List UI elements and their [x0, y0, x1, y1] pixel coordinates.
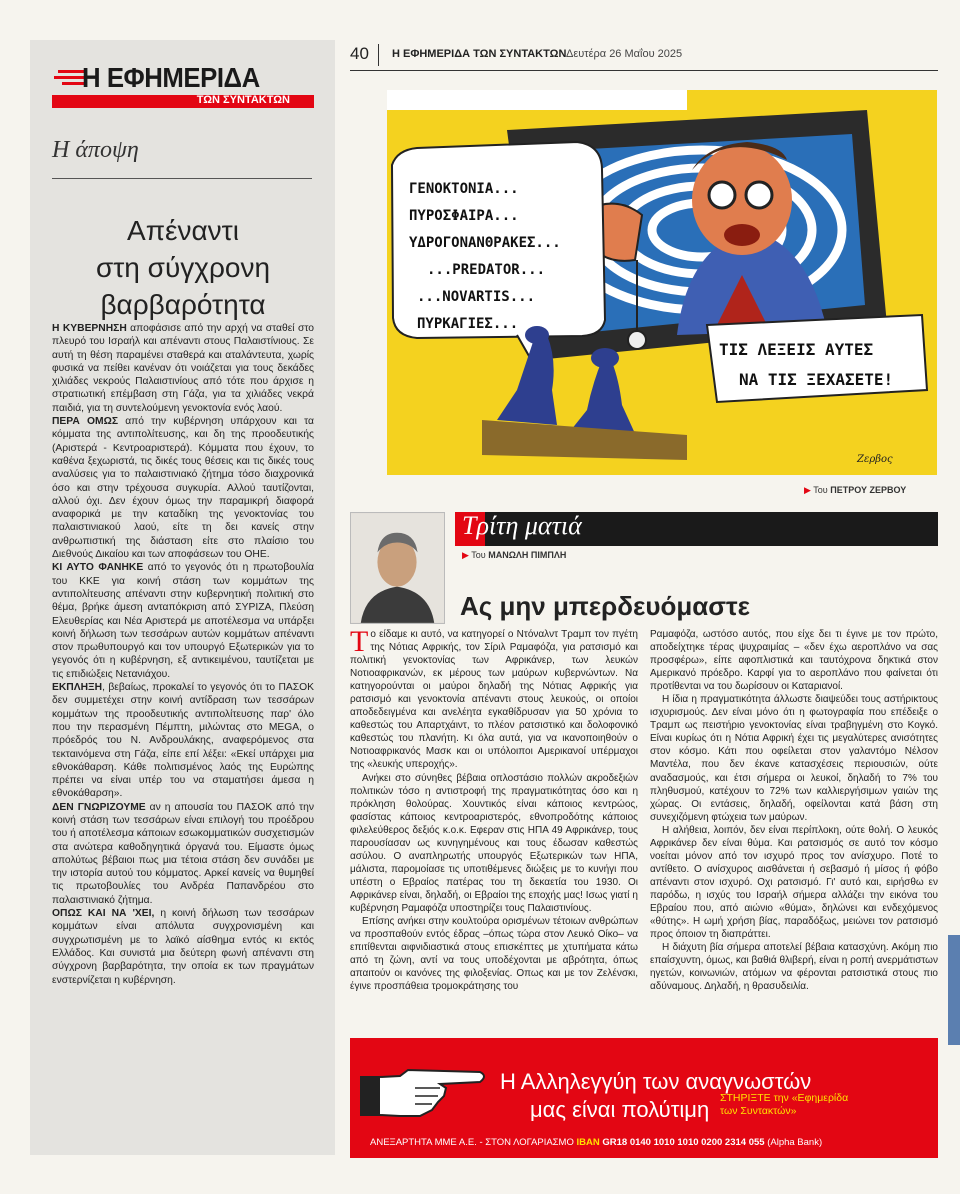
editorial-headline	[52, 212, 314, 323]
iban-number: GR18 0140 1010 1010 0200 2314 055	[602, 1137, 765, 1148]
ad-headline-line-2: μας είναι πολύτιμη	[530, 1097, 710, 1122]
bank-name: (Alpha Bank)	[767, 1137, 823, 1148]
masthead-title: Η ΕΦΗΜΕΡΙΔΑ	[82, 62, 260, 93]
article-paragraph: Η αλήθεια, λοιπόν, δεν είναι περίπλοκη, ούτε θολή. Ο λευκός Αφρικάνερ δεν είναι θύμα. Και ρατσισμός σε αυτό τον κόσμο νοείται μόνον από τον ισχυρό προς τον ανίσχυρο. Ποτέ το αντίθετο. Ο ανίσχυρος αισθάνεται ή σεβασμό ή μίσος ή φόβο απέναντι στον ισχυρό. Οχι ρατσισμό. Γι' αυτό και, ειρήσθω εν παρόδω, η ισχύς του Ισραήλ σήμερα αλλάζει την εικόνα του Εβραίου που, από αιώνιο «θύμα», δηλώνει και ενδεχόμενος «θύτης». Η ωμή χρήση βίας, παραδόξως, μειώνει τον ρατσισμό προς όποιον τη διαπράττει.	[650, 824, 938, 941]
lead-in: Η ΚΥΒΕΡΝΗΣΗ	[52, 323, 127, 334]
header-date: Δευτέρα 26 Μαΐου 2025	[566, 48, 683, 60]
editorial-paragraph	[52, 801, 314, 907]
credit-prefix: Του	[813, 485, 831, 495]
section-label: Η άποψη	[52, 137, 139, 163]
credit-name: ΠΕΤΡΟΥ ΖΕΡΒΟΥ	[830, 485, 907, 495]
editorial-paragraph	[52, 322, 314, 415]
ad-bank-details	[370, 1137, 822, 1148]
paragraph-text: αν η απουσία του ΠΑΣΟΚ από την κοινή στάση των τεσσάρων είναι επιλογή του προέδρου του ή αποτέλεσμα κάποιων εσωκομματικών συσχετισμών στα ανώτερα καθοδηγητικά όργανά του. Είμαστε όμως απολύτως βέβαιοι πως μια τέτοια στάση δεν συνάδει με την ιστορία αυτού του κόμματος. Αρκεί κανείς να θυμηθεί τις πρωτοβουλίες του Ανδρέα Παπανδρέου στο παλαιστινιακό ζήτημα.	[52, 801, 314, 906]
editorial-body	[52, 322, 314, 987]
ad-support-text	[720, 1092, 848, 1118]
bubble-line-5: ...NOVARTIS...	[417, 289, 536, 305]
author-prefix: Του	[471, 550, 489, 560]
column-author	[462, 550, 566, 561]
ad-headline-line-1: Η Αλληλεγγύη των αναγνωστών	[500, 1069, 812, 1094]
headline-line-1: Απέναντι	[127, 215, 239, 246]
paragraph-text: από το γεγονός ότι η πρωτοβουλία του ΚΚΕ για κοινή στάση των κομμάτων της αντιπολίτευσης απέναντι στην κυβερνητική πολιτική στο θέμα, βρήκε άμεση ανταπόκριση από ΣΥΡΙΖΑ, Πλεύση Ελευθερίας και Νέα Αριστερά με αποτέλεσμα να υπάρξει κοινή δήλωση των τεσσάρων αυτών κομμάτων απέναντι στον πρωθυπουργό και τον υπουργό Εξωτερικών για το γεγονός ότι η κυβέρνηση, εξ αντικειμένου, ταυτίζεται με τις επιδιώξεις Νετανιάχου.	[52, 562, 315, 680]
bubble-line-3: ΥΔΡΟΓΟΝΑΝΘΡΑΚΕΣ...	[409, 235, 561, 251]
page-edge-tab	[948, 935, 960, 1045]
article-column-1	[350, 625, 638, 993]
political-cartoon	[387, 90, 937, 475]
credit-arrow-icon: ▶	[804, 485, 814, 495]
headline-line-2: στη σύγχρονη	[95, 252, 271, 283]
header-separator	[378, 44, 379, 66]
bubble-line-6: ΠΥΡΚΑΓΙΕΣ...	[417, 316, 519, 332]
article-paragraph	[350, 625, 638, 772]
article-paragraph: Ανήκει στο σύνηθες βέβαια οπλοστάσιο πολλών ακροδεξιών πολιτικών τόσο η αντιστροφή της πραγματικότητας όσο και η πρόκληση θολούρας. Χουντικός είναι κάποιος κεντρώος, φασίστας κάποιος κεντροαριστερός, εθνοπροδότης κάποιος φιλελεύθερος δεξιός κ.ο.κ. Εφεραν στις ΗΠΑ 49 Αφρικάνερ, τους παρουσίασαν ως κυνηγημένους και τους έδωσαν καθεστώς ασύλου. Ο αναπληρωτής υπουργός Εξωτερικών των ΗΠΑ, μάλιστα, παρομοίασε τις υποτιθέμενες διώξεις με το κυνήγι που υπέστη ο Εβραίος πατέρας του τη δεκαετία του 1930. Οι Αφρικάνερ είναι, δηλαδή, οι Εβραίοι της εποχής μας! Ισως γιατί η κυβέρνηση Ραμαφόζα υποστηρίζει τους Παλαιστινίους.	[350, 772, 638, 914]
paragraph-text: αποφάσισε από την αρχή να σταθεί στο πλευρό του Ισραήλ και απέναντι στους Παλαιστίνιους. Σε αυτή τη θέση παραμένει σταθερά και αταλάντευτα, χωρίς φυσικά να πείθει κανέναν ότι νοιάζεται για τους δεκάδες χιλιάδες νεκρούς Παλαιστινίους από τότε που άρχισε η στρατιωτική επέμβαση στη Γάζα, για τα χιλιάδες νεκρά παιδιά, για τη συντελούμενη γενοκτονία ενός λαού.	[52, 323, 314, 414]
lead-in: ΚΙ ΑΥΤΟ ΦΑΝΗΚΕ	[52, 562, 144, 574]
author-arrow-icon: ▶	[462, 550, 472, 560]
ad-support-line-1: ΣΤΗΡΙΞΤΕ την «Εφημερίδα	[720, 1092, 849, 1104]
cartoonist-signature: Ζερβος	[857, 454, 893, 465]
shout-line-2: ΝΑ ΤΙΣ ΞΕΧΑΣΕΤΕ!	[739, 370, 894, 389]
page-number: 40	[350, 44, 369, 63]
ad-support-line-2: των Συντακτών»	[720, 1105, 797, 1117]
cartoon-credit	[804, 485, 906, 496]
pointing-hand-icon	[360, 1058, 490, 1130]
article-column-2	[650, 628, 938, 993]
paragraph-text: , βεβαίως, προκαλεί το γεγονός ότι το ΠΑΣΟΚ δεν συμμετέχει στην κοινή αντίδραση των τεσσάρων κομμάτων της προοδευτικής αντιπολίτευσης παρ' όλο που την περασμένη Πέμπτη, μιλώντας στο MEGA, ο πρόεδρός του Ν. Ανδρουλάκης, αναφερόμενος στα τεκταινόμενα στη Γάζα, είπε επί λέξει: «Εκεί υπάρχει μια εθνοκάθαρση. Κάθε πολιτισμένος λαός της Ευρώπης πρέπει να είναι υπέρ του να σταματήσει άμεσα η εθνοκάθαρση».	[52, 682, 314, 800]
article-paragraph: Η ίδια η πραγματικότητα άλλωστε διαψεύδει τους αστήρικτους ισχυρισμούς. Δεν είναι μόνο ότι η φωτογραφία που επέδειξε ο Τραμπ ως πειστήριο γενοκτονίας είναι τραβηγμένη στο Κογκό. Είναι κυρίως ότι η Νότια Αφρική έχει τις μεγαλύτερες ανισότητες στον κόσμο. Κάτι που οφείλεται στον γαλαντόμο Νέλσον Μαντέλα, που δεν έκανε κατασχέσεις περιουσιών, ούτε αναδασμούς, και έτσι σήμερα οι λευκοί, δηλαδή το 7% του πληθυσμού, κατέχουν το 72% των καλλιεργήσιμων γαιών της χώρας. Οι εντάσεις, δηλαδή, οφείλονται κατά βάση στη συνεχιζόμενη φτώχεια των μαύρων.	[650, 694, 938, 823]
lead-in: ΕΚΠΛΗΞΗ	[52, 682, 103, 694]
column-title: Τρίτη ματιά	[462, 511, 582, 540]
ad-company: ΑΝΕΞΑΡΤΗΤΑ ΜΜΕ Α.Ε. - ΣΤΟΝ ΛΟΓΑΡΙΑΣΜΟ	[370, 1137, 574, 1148]
lead-in: ΠΕΡΑ ΟΜΩΣ	[52, 416, 119, 428]
editorial-paragraph	[52, 561, 314, 681]
masthead-logo	[52, 62, 314, 110]
header-paper-name: Η ΕΦΗΜΕΡΙΔΑ ΤΩΝ ΣΥΝΤΑΚΤΩΝ	[392, 48, 567, 60]
drop-cap: Τ	[350, 625, 369, 658]
paragraph-text: η κοινή δήλωση των τεσσάρων κομμάτων είναι απόλυτα συγχρονισμένη και συγχρωτισμένη με το λαϊκό αίσθημα εντός κι εκτός Ελλάδος. Και συνιστά μια δεύτερη φωνή απέναντι στη σύγχρονη βαρβαρότητα, την οποία εκ των πραγμάτων ενστερνίζεται η κυβέρνηση.	[52, 908, 314, 986]
bubble-line-1: ΓΕΝΟΚΤΟΝΙΑ...	[409, 181, 519, 197]
shout-line-1: ΤΙΣ ΛΕΞΕΙΣ ΑΥΤΕΣ	[719, 340, 874, 359]
article-paragraph: Επίσης ανήκει στην κουλτούρα ορισμένων τέτοιων ανθρώπων να προσπαθούν εντός έδρας –όπως τώρα στον Λευκό Οίκο– να επιτίθενται αιφνιδιαστικά στους επισκέπτες με χτυπήματα κάτω από τη ζώνη, αντί να τους υποδέχονται με αβρότητα, όπως απαιτούν οι κανόνες της φιλοξενίας. Οπως και με τον Ζελένσκι, έγινε προσπάθεια τρομοκράτησης του	[350, 916, 638, 993]
headline-line-3: βαρβαρότητα	[100, 289, 266, 320]
author-name: ΜΑΝΩΛΗ ΠΙΜΠΛΗ	[488, 550, 567, 560]
header-rule	[350, 70, 938, 71]
article-paragraph: Ραμαφόζα, ωστόσο αυτός, που είχε δει τι έγινε με τον πρώτο, αποδείχτηκε τέρας ψυχραιμίας – «δεν έχω αεροπλάνο να σας προσφέρω», είπε αφοπλιστικά και ταυτόχρονα δηκτικά στον Αμερικανό πρόεδρο. Καρφί για το αεροπλάνο που φαίνεται ότι προτίθενται να του δωρίσουν οι Καταριανοί.	[650, 629, 938, 693]
section-divider	[52, 178, 312, 179]
lead-in: ΔΕΝ ΓΝΩΡΙΖΟΥΜΕ	[52, 801, 146, 813]
paragraph-text: ο είδαμε κι αυτό, να κατηγορεί ο Ντόναλντ Τραμπ τον πγέτη της Νότιας Αφρικής, τον Σίριλ Ραμαφόζα, για ρατσισμό και πολιτική γενοκτονίας των Αφρικάνερ, των λευκών Νοτιοαφρικανών, εκ μέρους των μαύρων κυβερνώντων. Να κατηγορούνται οι μαύροι δηλαδή της Νότιας Αφρικής για ρατσισμό και γενοκτονία απέναντι στους λευκούς, οι οποίοι αποδεδειγμένα και ανελέητα εγκαθίδρυσαν για 50 χρόνια το καθεστώς του Απαρτχάιντ, το πλέον ρατσιστικό και δολοφονικό καθεστώς του πλανήτη. Κι όλα αυτά, για να ικανοποιηθούν ο Νοτιοαφρικανός Μασκ και οι υπόλοιποι Αμερικανοί υπέρμαχοι της «λευκής υπεροχής».	[350, 629, 638, 771]
article-headline: Ας μην μπερδευόμαστε	[460, 591, 750, 621]
masthead-subtitle: ΤΩΝ ΣΥΝΤΑΚΤΩΝ	[196, 94, 290, 106]
editorial-paragraph	[52, 415, 314, 561]
editorial-paragraph	[52, 907, 314, 987]
bubble-line-2: ΠΥΡΟΣΦΑΙΡΑ...	[409, 208, 519, 224]
editorial-paragraph	[52, 681, 314, 801]
speech-bubble	[392, 142, 605, 370]
bubble-line-4: ...PREDATOR...	[427, 262, 546, 278]
speed-lines-icon	[52, 70, 86, 86]
article-paragraph: Η διάχυτη βία σήμερα αποτελεί βέβαια κατασχύνη. Ακόμη πιο επαίσχυντη, όμως, και βαθιά θλιβερή, είναι η ροπή ανερμάτιστων ηγετών, κοινωνιών, ατόμων να φέρονται ρατσιστικά στους πιο αδύναμους. Δηλαδή, η θρασυδειλία.	[650, 942, 938, 993]
lead-in: ΟΠΩΣ ΚΑΙ ΝΑ 'ΧΕΙ,	[52, 908, 155, 920]
author-photo	[350, 512, 445, 624]
pendulum-watch-icon	[628, 331, 646, 349]
iban-label: IBAN	[576, 1137, 600, 1148]
paragraph-text: από την κυβέρνηση υπάρχουν και τα κόμματα της αντιπολίτευσης, και δη της προοδευτικής (Αριστερά - Κεντροαριστερά). Κόμματα που έχουν, το καθένα ξεχωριστά, τις δικές τους θέσεις και τις δικές τους αναλύσεις για το παλαιστινιακό ζήτημα τόσο διαχρονικά όσο και στην τρέχουσα συγκυρία. Αλλού ταυτίζονται, αλλού όχι. Δεν έχουν όμως την παραμικρή διαφορά αναφορικά με την καταδίκη της γενοκτονίας του παλαιστινιακού λαού, είτε τη δει κανείς στην ανθρωπιστική της διάσταση είτε στο πλαίσιο του Διεθνούς Δικαίου και των αποφάσεων του ΟΗΕ.	[52, 416, 314, 561]
